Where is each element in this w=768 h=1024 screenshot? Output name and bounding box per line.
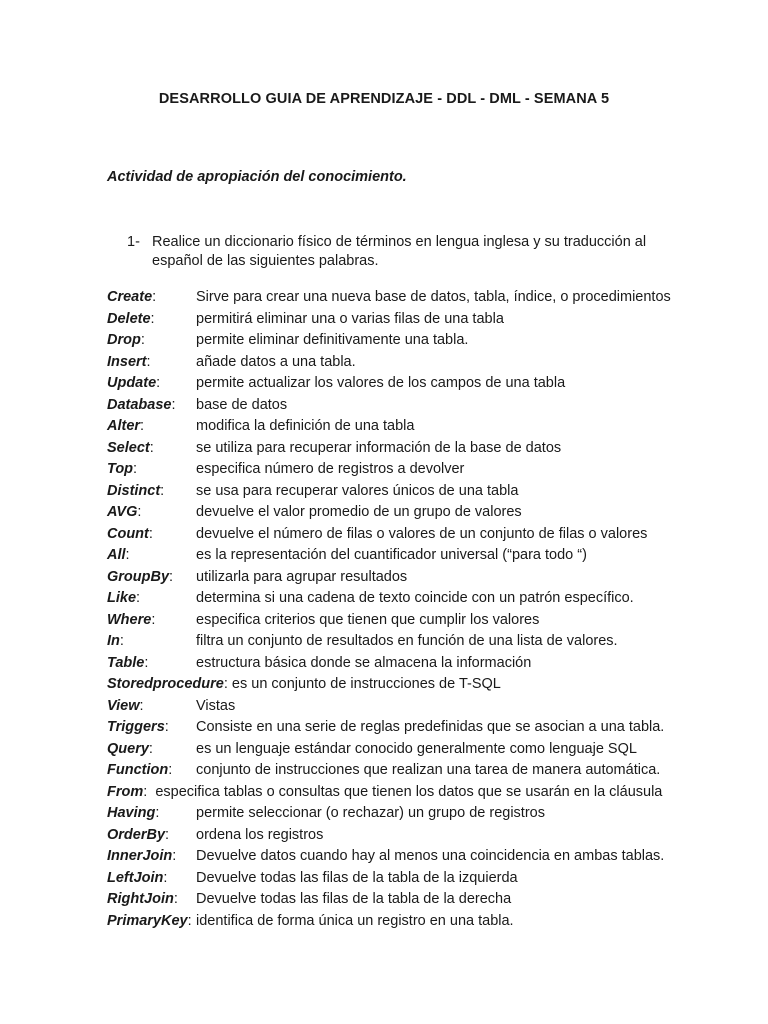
glossary-term: RightJoin bbox=[107, 891, 174, 907]
glossary-definition: especifica número de registros a devolver bbox=[196, 461, 465, 477]
glossary-separator: : bbox=[163, 869, 168, 886]
glossary-row bbox=[107, 631, 707, 653]
glossary-separator: : bbox=[150, 310, 155, 327]
glossary-row bbox=[107, 760, 707, 782]
glossary-term: Drop bbox=[107, 332, 141, 348]
glossary-row bbox=[107, 287, 707, 309]
glossary-definition: estructura básica donde se almacena la información bbox=[196, 654, 532, 671]
glossary-row bbox=[107, 438, 707, 460]
glossary-separator: : bbox=[173, 891, 178, 907]
glossary-separator: : bbox=[151, 611, 156, 628]
glossary-row bbox=[107, 825, 707, 847]
glossary-term: Top bbox=[107, 461, 134, 477]
glossary-definition: permitirá eliminar una o varias filas de una tabla bbox=[196, 310, 504, 327]
glossary-separator: : bbox=[172, 848, 177, 864]
glossary-separator: : bbox=[146, 353, 151, 370]
instruction-item bbox=[127, 233, 657, 271]
glossary-separator: : bbox=[169, 568, 174, 585]
glossary-row bbox=[107, 803, 707, 825]
glossary-separator: : bbox=[168, 762, 173, 778]
glossary-row bbox=[107, 459, 707, 481]
glossary-term: OrderBy bbox=[107, 826, 166, 843]
glossary-definition: permite actualizar los valores de los campos de una tabla bbox=[196, 375, 566, 391]
glossary-term: Where bbox=[107, 611, 152, 628]
glossary-separator: : bbox=[133, 461, 138, 477]
glossary-row bbox=[107, 502, 707, 524]
glossary-definition: es la representación del cuantificador universal (“para todo “) bbox=[196, 547, 587, 563]
glossary-term: PrimaryKey bbox=[107, 912, 188, 929]
glossary-term: View bbox=[107, 697, 140, 714]
glossary-definition: devuelve el número de filas o valores de un conjunto de filas o valores bbox=[196, 525, 648, 542]
glossary-row bbox=[107, 524, 707, 546]
glossary-row bbox=[107, 567, 707, 589]
glossary-separator: : bbox=[140, 332, 145, 348]
glossary-definition: se utiliza para recuperar información de la base de datos bbox=[196, 439, 562, 456]
glossary-row bbox=[107, 782, 707, 804]
glossary-separator: : bbox=[119, 633, 124, 649]
glossary-row bbox=[107, 352, 707, 374]
glossary-definition: es un conjunto de instrucciones de T-SQL bbox=[231, 676, 501, 692]
glossary-definition: modifica la definición de una tabla bbox=[196, 418, 415, 434]
glossary-row bbox=[107, 588, 707, 610]
glossary-separator: : bbox=[156, 375, 161, 391]
glossary-row bbox=[107, 739, 707, 761]
glossary-separator: : bbox=[171, 396, 176, 413]
glossary-row bbox=[107, 653, 707, 675]
glossary-definition: añade datos a una tabla. bbox=[196, 353, 356, 370]
glossary-definition: utilizarla para agrupar resultados bbox=[196, 568, 408, 585]
glossary-separator: : bbox=[148, 740, 153, 757]
glossary-term: Database bbox=[107, 396, 172, 413]
glossary-separator: : bbox=[223, 676, 232, 692]
glossary-separator: : bbox=[187, 912, 192, 929]
glossary-definition: conjunto de instrucciones que realizan una tarea de manera automática. bbox=[196, 762, 661, 778]
glossary-definition: determina si una cadena de texto coincide con un patrón específico. bbox=[196, 590, 634, 606]
glossary-definition: devuelve el valor promedio de un grupo de valores bbox=[196, 504, 522, 520]
glossary-row bbox=[107, 610, 707, 632]
glossary-definition: base de datos bbox=[196, 396, 288, 413]
glossary-row bbox=[107, 481, 707, 503]
glossary-definition: Consiste en una serie de reglas predefinidas que se asocian a una tabla. bbox=[196, 719, 665, 735]
glossary-separator: : bbox=[149, 439, 154, 456]
glossary-separator: : bbox=[139, 697, 144, 714]
glossary-term: GroupBy bbox=[107, 568, 170, 585]
glossary-term: Storedprocedure bbox=[107, 676, 224, 692]
glossary-term: Create bbox=[107, 289, 153, 305]
glossary-term: Distinct bbox=[107, 482, 161, 499]
glossary-separator: : bbox=[164, 719, 169, 735]
glossary-definition: especifica tablas o consultas que tienen los datos que se usarán en la cláusula bbox=[155, 783, 663, 800]
glossary-definition: identifica de forma única un registro en una tabla. bbox=[196, 912, 514, 929]
glossary-separator: : bbox=[143, 783, 156, 800]
glossary-term: From bbox=[107, 783, 144, 800]
glossary-separator: : bbox=[137, 504, 142, 520]
glossary-definition: Devuelve datos cuando hay al menos una coincidencia en ambas tablas. bbox=[196, 848, 665, 864]
glossary-definition: Devuelve todas las filas de la tabla de la derecha bbox=[196, 891, 512, 907]
glossary-row bbox=[107, 717, 707, 739]
glossary-separator: : bbox=[144, 654, 149, 671]
glossary-definition: Sirve para crear una nueva base de datos, tabla, índice, o procedimientos bbox=[196, 289, 671, 305]
glossary-definition: Devuelve todas las filas de la tabla de la izquierda bbox=[196, 869, 518, 886]
glossary-term: Having bbox=[107, 805, 156, 821]
glossary-term: Function bbox=[107, 762, 169, 778]
glossary-definition: especifica criterios que tienen que cumplir los valores bbox=[196, 611, 540, 628]
glossary-row bbox=[107, 330, 707, 352]
glossary-definition: se usa para recuperar valores únicos de una tabla bbox=[196, 482, 519, 499]
glossary-term: Alter bbox=[107, 418, 141, 434]
glossary-definition: ordena los registros bbox=[196, 826, 324, 843]
glossary-row bbox=[107, 395, 707, 417]
glossary-term: Count bbox=[107, 525, 149, 542]
glossary-row bbox=[107, 846, 707, 868]
glossary-row bbox=[107, 696, 707, 718]
glossary-term: Insert bbox=[107, 353, 147, 370]
glossary-row bbox=[107, 373, 707, 395]
glossary-term: InnerJoin bbox=[107, 848, 173, 864]
glossary-row bbox=[107, 416, 707, 438]
glossary-row bbox=[107, 889, 707, 911]
glossary-list bbox=[107, 287, 707, 932]
glossary-separator: : bbox=[155, 805, 160, 821]
instruction-number: 1- bbox=[127, 234, 140, 250]
glossary-term: Select bbox=[107, 439, 150, 456]
glossary-row bbox=[107, 674, 707, 696]
glossary-term: In bbox=[107, 633, 120, 649]
glossary-row bbox=[107, 309, 707, 331]
glossary-definition: filtra un conjunto de resultados en función de una lista de valores. bbox=[196, 633, 618, 649]
document-title: DESARROLLO GUIA DE APRENDIZAJE - DDL - DML - SEMANA 5 bbox=[158, 91, 610, 107]
section-heading: Actividad de apropiación del conocimiento. bbox=[107, 169, 407, 185]
glossary-term: LeftJoin bbox=[107, 869, 164, 886]
glossary-term: Table bbox=[107, 654, 145, 671]
glossary-separator: : bbox=[152, 289, 157, 305]
glossary-definition: permite eliminar definitivamente una tabla. bbox=[196, 332, 469, 348]
glossary-separator: : bbox=[148, 525, 153, 542]
glossary-row bbox=[107, 545, 707, 567]
glossary-row bbox=[107, 868, 707, 890]
glossary-term: Query bbox=[107, 740, 149, 757]
glossary-separator: : bbox=[125, 547, 130, 563]
glossary-definition: es un lenguaje estándar conocido generalmente como lenguaje SQL bbox=[196, 740, 637, 757]
glossary-term: Like bbox=[107, 590, 137, 606]
glossary-definition: permite seleccionar (o rechazar) un grupo de registros bbox=[196, 805, 545, 821]
glossary-definition: Vistas bbox=[196, 697, 236, 714]
glossary-row bbox=[107, 911, 707, 933]
glossary-term: All bbox=[107, 547, 126, 563]
glossary-separator: : bbox=[140, 418, 145, 434]
glossary-separator: : bbox=[136, 590, 141, 606]
glossary-term: Delete bbox=[107, 310, 151, 327]
glossary-separator: : bbox=[160, 482, 165, 499]
glossary-term: Update bbox=[107, 375, 157, 391]
instruction-text: Realice un diccionario físico de términos en lengua inglesa y su traducción al español de las siguientes palabras. bbox=[152, 234, 647, 269]
glossary-term: AVG bbox=[107, 504, 138, 520]
glossary-term: Triggers bbox=[107, 719, 165, 735]
glossary-separator: : bbox=[165, 826, 170, 843]
